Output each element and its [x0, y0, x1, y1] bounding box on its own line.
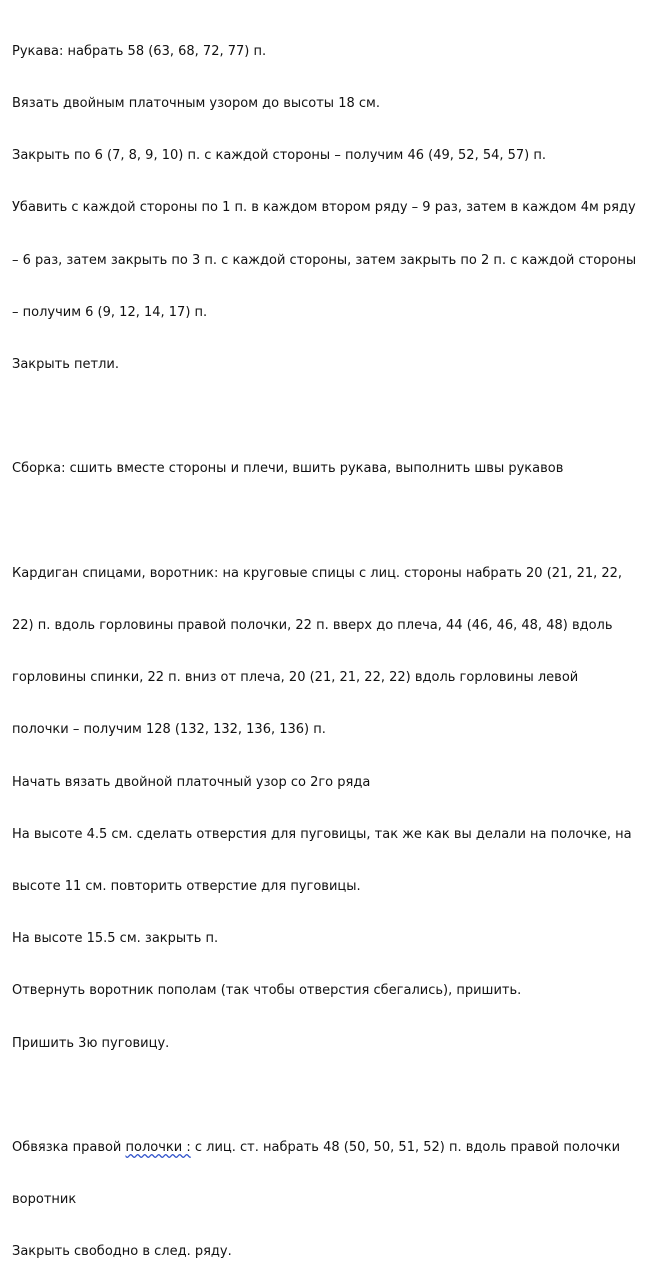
sleeves-line-4: Убавить с каждой стороны по 1 п. в каждом втором ряду – 9 раз, затем в каждом 4м ряду [12, 200, 636, 216]
collar-line-2: 22) п. вдоль горловины правой полочки, 22 п. вверх до плеча, 44 (46, 46, 48, 48) вдоль [12, 618, 613, 634]
collar-line-10: Пришить 3ю пуговицу. [12, 1035, 170, 1051]
paragraph-gap [12, 408, 652, 425]
collar-line-7: высоте 11 см. повторить отверстие для пуговицы. [12, 879, 361, 895]
sleeves-line-7: Закрыть петли. [12, 357, 119, 373]
assembly-line-1: Сборка: сшить вместе стороны и плечи, вшить рукава, выполнить швы рукавов [12, 461, 564, 477]
collar-line-1: Кардиган спицами, воротник: на круговые спицы с лиц. стороны набрать 20 (21, 21, 22, [12, 565, 623, 581]
document-text [12, 8, 652, 1278]
collar-line-8: На высоте 15.5 см. закрыть п. [12, 931, 219, 947]
sleeves-line-6: – получим 6 (9, 12, 14, 17) п. [12, 304, 208, 320]
collar-line-9: Отвернуть воротник пополам (так чтобы отверстия сбегались), пришить. [12, 983, 522, 999]
paragraph-gap [12, 1087, 652, 1104]
paragraph-gap [12, 513, 652, 530]
collar-line-4: полочки – получим 128 (132, 132, 136, 136) п. [12, 722, 326, 738]
collar-line-3: горловины спинки, 22 п. вниз от плеча, 20 (21, 21, 22, 22) вдоль горловины левой [12, 670, 579, 686]
sleeves-line-5: – 6 раз, затем закрыть по 3 п. с каждой стороны, затем закрыть по 2 п. с каждой стороны [12, 252, 637, 268]
collar-line-5: Начать вязать двойной платочный узор со 2го ряда [12, 774, 371, 790]
edging-line-1 [12, 1139, 652, 1156]
edging-line-1-end: с лиц. ст. набрать 48 (50, 50, 51, 52) п. вдоль правой полочки [190, 1140, 621, 1156]
collar-line-6: На высоте 4.5 см. сделать отверстия для пуговицы, так же как вы делали на полочке, на [12, 826, 632, 842]
sleeves-line-1: Рукава: набрать 58 (63, 68, 72, 77) п. [12, 43, 267, 59]
spellcheck-underlined-word: полочки : [125, 1140, 191, 1156]
edging-line-3: Закрыть свободно в след. ряду. [12, 1244, 232, 1260]
edging-line-1-start: Обвязка правой [12, 1140, 126, 1156]
sleeves-line-2: Вязать двойным платочным узором до высоты 18 см. [12, 96, 380, 112]
edging-line-2: воротник [12, 1192, 77, 1208]
sleeves-line-3: Закрыть по 6 (7, 8, 9, 10) п. с каждой стороны – получим 46 (49, 52, 54, 57) п. [12, 148, 547, 164]
